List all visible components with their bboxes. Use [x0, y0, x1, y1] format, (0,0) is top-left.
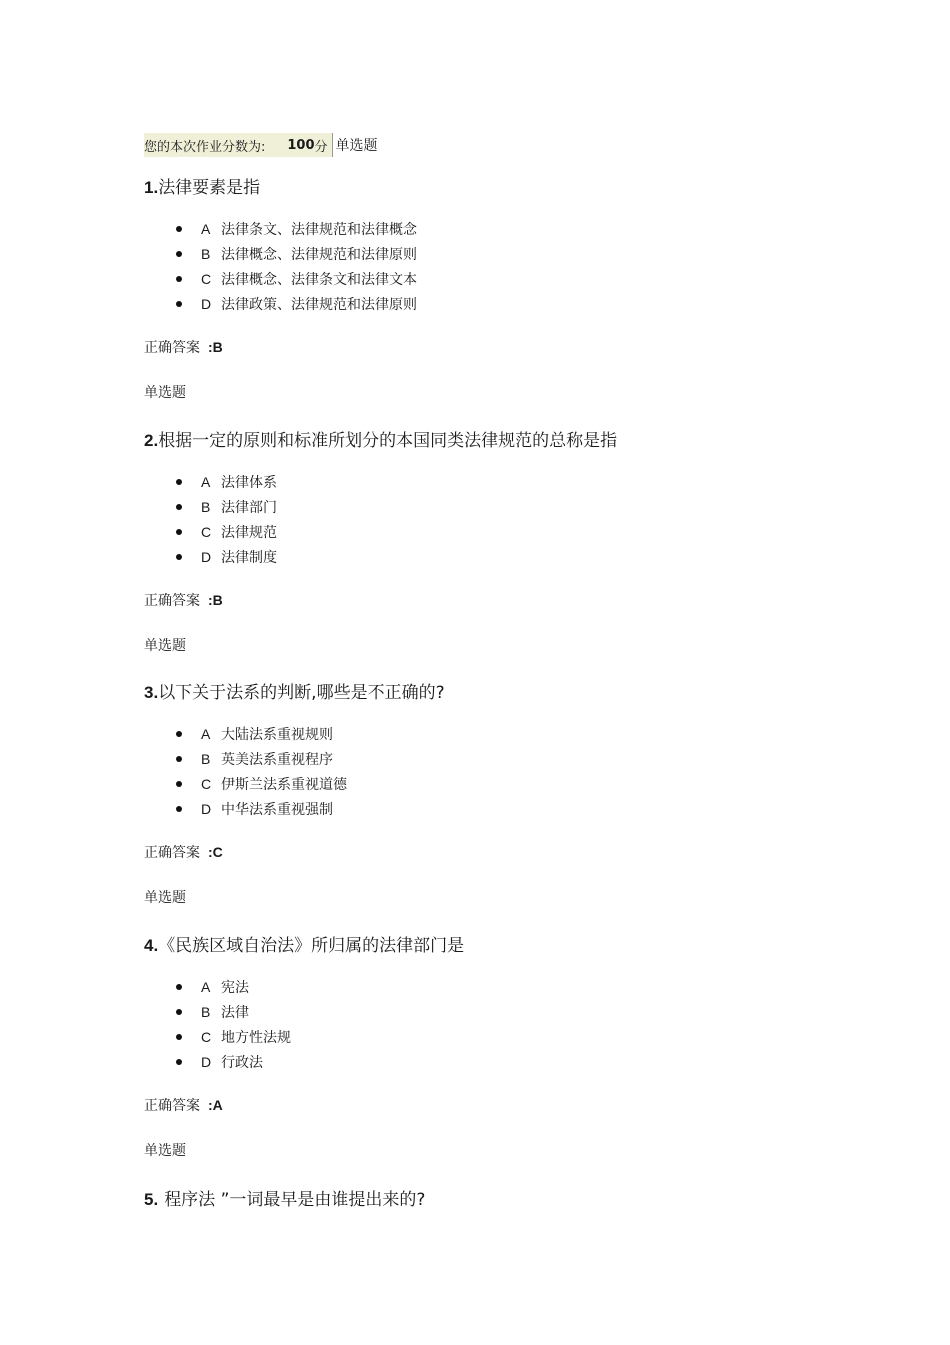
option-a [176, 974, 464, 999]
question-number: 3. [144, 683, 159, 702]
question-title [144, 1188, 425, 1212]
question-text: 根据一定的原则和标准所划分的本国同类法律规范的总称是指 [158, 431, 618, 451]
option-text: 伊斯兰法系重视道德 [221, 776, 347, 793]
bullet-icon [176, 301, 182, 307]
question-number: 2. [144, 431, 159, 450]
option-list [176, 216, 417, 316]
question-title [144, 429, 617, 453]
question-title [144, 176, 417, 200]
option-letter: A [201, 473, 211, 490]
bullet-icon [176, 479, 182, 485]
question-type-label: 单选题 [144, 1143, 186, 1159]
option-d [176, 796, 445, 821]
answer-label: 正确答案 [144, 593, 200, 609]
score-row [144, 132, 378, 158]
option-list [176, 721, 445, 821]
score-value: 100 [287, 137, 315, 153]
option-letter: C [201, 270, 212, 287]
option-c [176, 266, 417, 291]
option-c [176, 771, 445, 796]
correct-answer [144, 589, 617, 611]
option-letter: B [201, 750, 211, 767]
bullet-icon [176, 806, 182, 812]
option-text: 法律制度 [221, 549, 277, 566]
option-letter: B [201, 1003, 211, 1020]
bullet-icon [176, 1034, 182, 1040]
bullet-icon [176, 1009, 182, 1015]
bullet-icon [176, 251, 182, 257]
bullet-icon [176, 226, 182, 232]
option-letter: D [201, 295, 212, 312]
question-number: 1. [144, 178, 159, 197]
option-letter: A [201, 978, 211, 995]
score-box [144, 133, 333, 157]
bullet-icon [176, 554, 182, 560]
option-text: 法律概念、法律规范和法律原则 [221, 246, 417, 263]
option-d [176, 291, 417, 316]
correct-answer [144, 336, 417, 358]
question-2 [144, 429, 617, 657]
option-b [176, 746, 445, 771]
bullet-icon [176, 1059, 182, 1065]
bullet-icon [176, 781, 182, 787]
option-letter: C [201, 775, 212, 792]
option-text: 地方性法规 [221, 1029, 291, 1046]
option-letter: C [201, 1028, 212, 1045]
question-type-label: 单选题 [144, 890, 186, 906]
question-text: 《民族区域自治法》所归属的法律部门是 [158, 936, 465, 956]
option-a [176, 721, 445, 746]
option-letter: B [201, 498, 211, 515]
option-b [176, 494, 617, 519]
answer-label: 正确答案 [144, 1098, 200, 1114]
question-type-label: 单选题 [144, 385, 186, 401]
question-text: 法律要素是指 [158, 178, 261, 198]
answer-value: :B [208, 339, 223, 355]
option-c [176, 519, 617, 544]
option-text: 法律条文、法律规范和法律概念 [221, 221, 417, 238]
option-c [176, 1024, 464, 1049]
option-text: 宪法 [221, 979, 249, 996]
bullet-icon [176, 276, 182, 282]
option-list [176, 974, 464, 1074]
bullet-icon [176, 984, 182, 990]
score-unit: 分 [314, 139, 328, 155]
question-text: 以下关于法系的判断,哪些是不正确的? [158, 683, 445, 703]
question-1 [144, 176, 417, 404]
answer-label: 正确答案 [144, 845, 200, 861]
bullet-icon [176, 504, 182, 510]
correct-answer [144, 841, 445, 863]
question-type-label: 单选题 [144, 638, 186, 654]
option-letter: A [201, 220, 211, 237]
option-d [176, 1049, 464, 1074]
question-text: 程序法 ”一词最早是由谁提出来的? [164, 1190, 426, 1210]
option-text: 中华法系重视强制 [221, 801, 333, 818]
question-type-label: 单选题 [335, 138, 378, 154]
correct-answer [144, 1094, 464, 1116]
answer-label: 正确答案 [144, 340, 200, 356]
option-a [176, 216, 417, 241]
answer-value: :B [208, 592, 223, 608]
bullet-icon [176, 756, 182, 762]
bullet-icon [176, 529, 182, 535]
question-title [144, 681, 445, 705]
question-number: 4. [144, 936, 159, 955]
option-text: 英美法系重视程序 [221, 751, 333, 768]
option-letter: D [201, 548, 212, 565]
option-text: 行政法 [221, 1054, 263, 1071]
option-d [176, 544, 617, 569]
question-3 [144, 681, 445, 909]
option-letter: C [201, 523, 212, 540]
option-b [176, 241, 417, 266]
question-number: 5. [144, 1190, 159, 1209]
option-b [176, 999, 464, 1024]
option-letter: B [201, 245, 211, 262]
option-letter: A [201, 725, 211, 742]
score-label: 您的本次作业分数为: [144, 139, 266, 155]
option-letter: D [201, 800, 212, 817]
question-4 [144, 934, 464, 1162]
option-text: 法律概念、法律条文和法律文本 [221, 271, 417, 288]
answer-value: :A [208, 1097, 223, 1113]
question-title [144, 934, 464, 958]
bullet-icon [176, 731, 182, 737]
option-text: 大陆法系重视规则 [221, 726, 333, 743]
option-list [176, 469, 617, 569]
option-text: 法律部门 [221, 499, 277, 516]
option-text: 法律 [221, 1004, 249, 1021]
option-a [176, 469, 617, 494]
option-text: 法律政策、法律规范和法律原则 [221, 296, 417, 313]
option-letter: D [201, 1053, 212, 1070]
question-5 [144, 1188, 425, 1212]
option-text: 法律规范 [221, 524, 277, 541]
answer-value: :C [208, 844, 223, 860]
option-text: 法律体系 [221, 474, 277, 491]
